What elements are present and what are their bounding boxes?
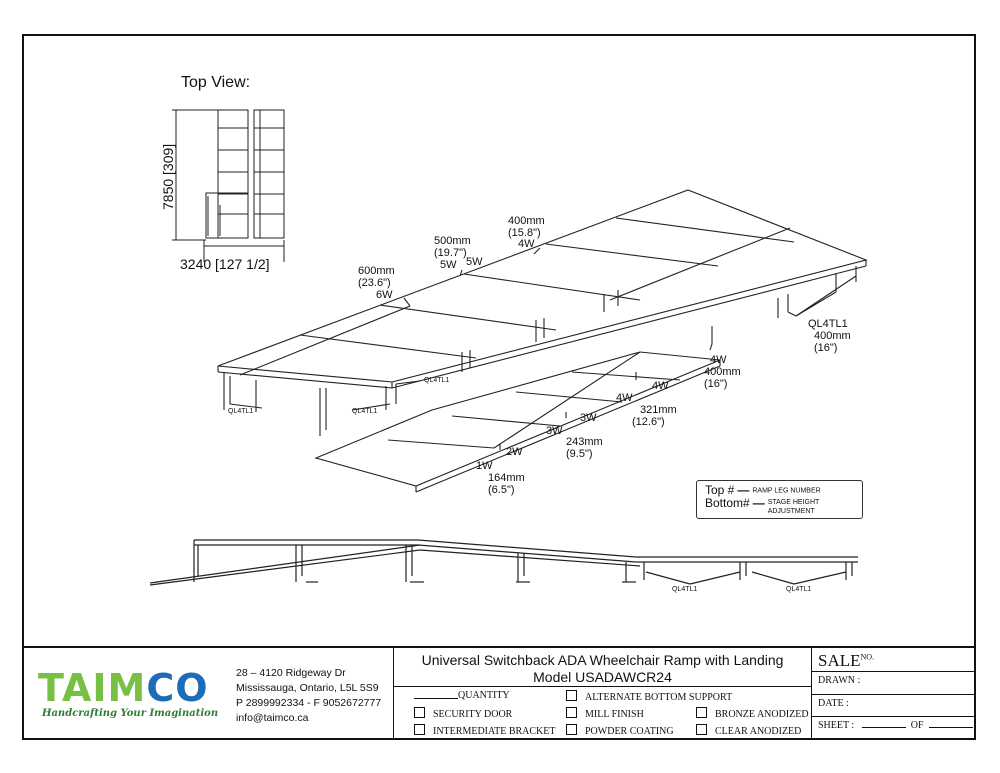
logo-tagline: Handcrafting Your Imagination xyxy=(42,708,219,719)
option-powder-coating[interactable]: POWDER COATING xyxy=(566,724,674,737)
option-clear-anodized[interactable]: CLEAR ANODIZED xyxy=(696,724,801,737)
label-side-ql4tl1-b: QL4TL1 xyxy=(786,586,812,593)
title-block-top-border xyxy=(22,646,976,648)
option-intermediate-bracket[interactable]: INTERMEDIATE BRACKET xyxy=(414,724,556,737)
label-4w-400: 4W xyxy=(710,354,727,366)
legend-bottom-key: Bottom# xyxy=(705,496,750,510)
label-321mm: 321mm xyxy=(640,404,677,416)
option-alternate-bottom-support[interactable]: ALTERNATE BOTTOM SUPPORT xyxy=(566,690,732,703)
top-view-length-dimension: 7850 [309] xyxy=(160,143,176,210)
label-164mm: 164mm xyxy=(488,472,525,484)
label-500mm: 500mm xyxy=(434,235,471,247)
address-line-2: Mississauga, Ontario, L5L 5S9 xyxy=(236,682,379,694)
label-4w: 4W xyxy=(518,238,535,250)
label-side-ql4tl1-a: QL4TL1 xyxy=(672,586,698,593)
label-16in-right: (16") xyxy=(814,342,838,354)
top-view-width-dimension: 3240 [127 1/2] xyxy=(180,256,270,272)
label-400mm-right: 400mm xyxy=(814,330,851,342)
label-ql4tl1-right: QL4TL1 xyxy=(808,318,848,330)
sale-number: $SALE^{NO.}$ xyxy=(818,651,875,670)
legend-top-key: Top # xyxy=(705,483,735,497)
label-ql4tl1-a: QL4TL1 xyxy=(424,377,450,384)
legend-bottom-desc: STAGE HEIGHT ADJUSTMENT xyxy=(767,499,820,515)
label-15-8in: (15.8") xyxy=(508,227,541,239)
label-23-6in: (23.6") xyxy=(358,277,391,289)
checkbox-clear-anodized[interactable] xyxy=(696,724,707,735)
quantity-field[interactable] xyxy=(414,690,510,701)
address-line-3: P 2899992334 - F 9052672777 xyxy=(236,697,382,709)
taimco-logo xyxy=(38,668,223,724)
title-block-divider-left xyxy=(393,648,394,740)
sheet-field: SHEET : OF xyxy=(818,720,973,731)
top-view-plan xyxy=(172,110,284,262)
checkbox-powder-coating[interactable] xyxy=(566,724,577,735)
drawn-field: DRAWN : xyxy=(818,675,861,686)
drawing-title-line-2: Model USADAWCR24 xyxy=(533,669,672,685)
address-line-1: 28 – 4120 Ridgeway Dr xyxy=(236,667,346,679)
quantity-label: QUANTITY xyxy=(458,690,510,701)
label-4w-321-a: 4W xyxy=(652,380,669,392)
label-243mm: 243mm xyxy=(566,436,603,448)
legend-top-row: Top # — RAMP LEG NUMBER xyxy=(705,483,821,497)
label-600mm: 600mm xyxy=(358,265,395,277)
label-1w: 1W xyxy=(476,460,493,472)
title-block-rule-3 xyxy=(811,716,976,717)
checkbox-security-door[interactable] xyxy=(414,707,425,718)
option-mill-finish[interactable]: MILL FINISH xyxy=(566,707,644,720)
drawing-title-line-1: Universal Switchback ADA Wheelchair Ramp with Landing xyxy=(421,652,784,668)
legend-top-desc: RAMP LEG NUMBER xyxy=(752,487,821,495)
checkbox-bronze-anodized[interactable] xyxy=(696,707,707,718)
label-4w-321-b: 4W xyxy=(616,392,633,404)
checkbox-mill-finish[interactable] xyxy=(566,707,577,718)
side-elevation xyxy=(150,540,858,585)
address-line-4: info@taimco.ca xyxy=(236,712,309,724)
label-5w-a: 5W xyxy=(440,259,457,271)
label-6w: 6W xyxy=(376,289,393,301)
logo-wordmark: TAIMCO xyxy=(38,666,209,710)
isometric-ramp xyxy=(218,190,866,495)
label-3w-b: 3W xyxy=(546,425,563,437)
date-field: DATE : xyxy=(818,698,849,709)
legend-box xyxy=(696,480,863,519)
label-ql4tl1-b: QL4TL1 xyxy=(228,408,254,415)
label-9-5in: (9.5") xyxy=(566,448,593,460)
checkbox-intermediate-bracket[interactable] xyxy=(414,724,425,735)
top-view-title: Top View: xyxy=(181,74,251,91)
label-ql4tl1-c: QL4TL1 xyxy=(352,408,378,415)
company-address xyxy=(236,666,381,726)
option-bronze-anodized[interactable]: BRONZE ANODIZED xyxy=(696,707,809,720)
label-5w-b: 5W xyxy=(466,256,483,268)
label-6-5in: (6.5") xyxy=(488,484,515,496)
title-block-rule-2 xyxy=(811,694,976,695)
label-12-6in: (12.6") xyxy=(632,416,665,428)
option-security-door[interactable]: SECURITY DOOR xyxy=(414,707,512,720)
label-2w: 2W xyxy=(506,446,523,458)
label-19-7in: (19.7") xyxy=(434,247,467,259)
label-400mm: 400mm xyxy=(508,215,545,227)
title-block-rule-1 xyxy=(811,671,976,672)
legend-bottom-row: Bottom# — STAGE HEIGHT ADJUSTMENT xyxy=(705,496,830,516)
label-400mm-mid: 400mm xyxy=(704,366,741,378)
checkbox-alternate-bottom-support[interactable] xyxy=(566,690,577,701)
label-3w-a: 3W xyxy=(580,412,597,424)
title-block-title-rule xyxy=(393,686,811,687)
label-16in-mid: (16") xyxy=(704,378,728,390)
